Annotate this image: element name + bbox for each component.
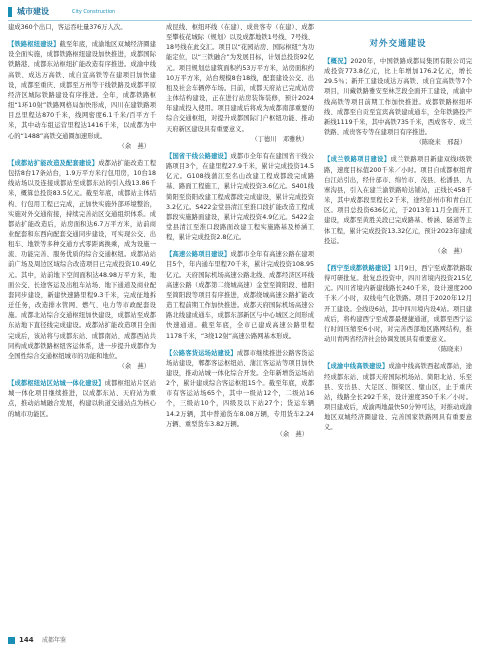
header-divider	[8, 20, 472, 21]
article-overview	[324, 57, 472, 138]
header-section-title: 城市建设	[17, 7, 49, 16]
entry-body: 成都市继续推进公路客货运场站建设，郫都客运枢纽站、蒲江客运站等项目加快建设，推动站城一体化综合开发。全年新增货运场站2个，累计建成综合客运枢纽15个。截至年底，成都市有客运站场65个，其中一级站12个，二级站16个，三级站10个，四级及以下站27个；货运车辆14.2万辆，其中普通货车8.08万辆，专用货车2.24万辆、重型货车3.82万辆。	[166, 349, 314, 428]
entry-body: 截至年底，成渝地区双城经济圈建设全面实施，成都铁路枢纽建设加快推进，成都国际铁路港、成都东站枢纽扩能改造有序推进。成渝中线高铁、成达万高铁、成自宜高铁等在建项目加快建设，成都至重庆、成都至万州等干线铁路及成都平原经济区城际铁路建设有序推进。全年，成都铁路枢纽“1环10射”铁路网格局加快形成，四川在建铁路项目总里程达870千米，线网密度6.1千米/百平方千米，其中动车组运营里程达1416千米，以成都为中心的“1488”高铁交通圈加速形成。	[8, 41, 156, 140]
header-accent-bar	[8, 7, 12, 17]
byline: （余 燕）	[434, 247, 466, 255]
article-trunk-highways	[166, 152, 314, 243]
header-section-english: City Construction	[72, 9, 116, 15]
article-station-city-integration	[8, 379, 156, 420]
column-middle	[166, 23, 314, 625]
footer-marker	[8, 637, 15, 644]
continued-paragraph: 成昆线、枢纽环线（在建）、成贵客专（在建）、成都至攀枝花城际（规划）以及成都地铁1号线、7号线、18号线在此交汇。项目以“花园站房、国际枢纽”为功能定位，以“三铁融合”为发展目标，计划总投资92亿元。项目规划总建筑面积约53万平方米，站房面积约10万平方米，站台规模8台18线，配套建设公交、出租及社会车辆停车场。目前，成都天府站已完成站房主体结构建设，正在进行站房装饰装修，预计2024年建成投入使用。项目建成后将成为成都南部重要的综合交通枢纽，对提升成都国际门户枢纽功能、推动天府新区建设具有重要意义。	[166, 24, 314, 133]
entry-heading: 【高速公路项目建设】	[166, 251, 231, 259]
entry-heading: 【公路客货运场站建设】	[166, 349, 237, 357]
entry-heading: 【成渝中线高铁建设】	[324, 363, 389, 371]
page-number: 144	[19, 636, 34, 644]
page-footer	[8, 636, 472, 646]
entry-heading: 【铁路枢纽建设】	[8, 41, 60, 49]
entry-body: 成渝中线高铁西起成都站，途经成都东站、成都天府国际机场站、简阳北站、乐至县、安岳县、大足区、铜梁区、璧山区，止于重庆站，线路全长292千米，设计速度350千米／小时。项目建成后，成渝两地最快50分钟可达，对推动成渝地区双城经济圈建设、完善国家铁路网具有重要意义。	[324, 363, 472, 432]
column-left	[8, 23, 156, 625]
column-right	[324, 23, 472, 625]
entry-body: 成都市全年有高速公路在建项目5个，年内通车里程70千米，累计完成投资108.95亿元。天府国际机场高速公路北线、成都经济区环线高速公路（成都第二绕城高速）金堂至简阳段、德阳至简阳段等项目有序推进，成都绕城高速公路扩能改造工程前期工作加快推进。成都天府国际机场高速公路北线建成通车，成都东部新区与中心城区之间形成快速通道。截至年底，全市已建成高速公路里程1178千米，“3绕12射”高速公路网基本形成。	[166, 251, 314, 340]
article-passenger-freight-stations	[166, 349, 314, 430]
entry-body: 成都站扩能改造工程包括8台17条站台，1.9万平方米行包用房，10台18线站场以及连接成都站至成都东站的引入线13.86千米，概算总投资83.5亿元。截至年底，成都站主体结构、行包用工程已完成，正加快实施外部环境整治，实施对外交通衔接，持续完善站区交通组织体系。成都站扩能改造后，站房面积达6.7万平方米，站前商业配套和东西向配套交通同步建设，可实现公交、出租车、地铁等多种交通方式零距离换乘，成为设施一流、功能完善、服务优质的综合交通枢纽。成都站站前广场及周边区域综合改造项目已完成投资10.49亿元。其中，站前地下空间面积达48.98万平方米，地面公交、长途客运及出租车站场、地下通道及商业配套同步建设，新建快速路里程9.3千米，完成征地拆迁任务，改造排水管网、燃气、电力等市政配套设施。成都北站综合交通枢纽加快建设，成都站至成都东站地下直径线完成建设。成都站扩能改造项目全面完成后，该站将与成都东站、成都南站、成都西站共同构成成都铁路枢纽客运体系，进一步提升成都作为全国性综合交通枢纽城市的功能和地位。	[8, 159, 156, 360]
entry-heading: 【西宁至成都铁路建设】	[324, 264, 394, 272]
article-chengyu-middle-line	[324, 362, 472, 433]
byline: （余 燕）	[276, 430, 308, 438]
article-title: 对外交通建设	[369, 39, 427, 49]
entry-body: 成兰铁路项目新建双线I级铁路，速度目标值200千米／小时。项目自成都枢纽青白江站引出，经什邡市、绵竹市、茂县、松潘县、九寨沟县，引入在建兰渝铁路哈达铺站，正线长458千米，其中成都段里程长2千米，途经彭州市和青白江区。项目总投资636亿元，于2013年11月全面开工建设，成都至黄胜关段已完成路基、桥涵、隧道等主体工程，累计完成投资13.32亿元，预计2023年建成投运。	[324, 156, 472, 245]
entry-body: 成都市全年有在建国省干线公路项目3个，在建里程27.9千米，累计完成投资14.5亿元。G108线蒲江至名山改建工程成都段完成路基、路面工程施工，累计完成投资3.6亿元。S401线简阳至资阳改建工程成都段完成建设，累计完成投资3.2亿元。S422金堂县清江至淮口段扩能改造工程成都段实施路面建设，累计完成投资4.9亿元。S422金堂县清江至淮口段路面改建工程实施路基及桥涵工程，累计完成投资2.8亿元。	[166, 152, 314, 242]
entry-heading: 【国省干线公路建设】	[166, 152, 231, 160]
byline: （陈晓来 邢磊）	[415, 139, 466, 147]
entry-heading: 【概况】	[324, 58, 351, 65]
entry-body: 1月9日，西宁至成都铁路取得可研批复。批复总投资中，四川省境内投资215亿元。四川省境内新建线路长240千米，设计速度200千米／小时，双线电气化铁路。项目于2020年12月开工建设。全线设6站，其中四川境内设4站。项目建成后，将构建西宁至成都最便捷通道，成都至西宁运行时间压缩至6小时，对完善西部地区路网结构，推动川青两省经济社会协调发展具有重要意义。	[324, 264, 472, 344]
entry-heading: 【成都站扩能改造及配套建设】	[8, 159, 99, 167]
byline: （余 燕）	[118, 363, 150, 370]
entry-body: 成都枢纽站片区站城一体化项目继续推进，以成都东站、天府站为重点，推动站城融合发展，构建以轨道交通站点为核心的城市功能区。	[8, 380, 156, 418]
page-header	[8, 6, 472, 18]
article-chengdu-lanzhou-railway	[324, 155, 472, 246]
entry-heading: 【成兰铁路项目建设】	[324, 156, 391, 164]
article-chengdu-station	[8, 159, 156, 362]
article-xining-chengdu-railway	[324, 264, 472, 345]
byline: （陈晓来）	[434, 346, 466, 354]
entry-heading: 【成都枢纽站区站城一体化建设】	[8, 380, 105, 388]
publication-name: 成都年鉴	[42, 637, 67, 644]
continued-paragraph: 建成360个出口，客运吞吐量376万人次。	[8, 24, 127, 31]
byline: （余 燕）	[118, 142, 150, 150]
entry-body: 2020年，中国铁路成都局集团有限公司完成投资773.8亿元，比上年增加176.2亿元，增长29.5％；新开工建设成达万高铁、成自宜高铁等7个项目，川藏铁路雅安至林芝段全面开工建设，成渝中线高铁等项目前期工作加快推进。成都铁路枢纽环线、成都至自贡至宜宾高铁建成通车，全年铁路投产新线1119千米，其中高铁735千米，西成客专、成兰铁路、成贵客专等在建项目有序推进。	[324, 58, 472, 137]
article-railway-hub	[8, 40, 156, 142]
article-expressways	[166, 250, 314, 341]
byline: （丁德川 邓雅秋）	[251, 135, 308, 143]
